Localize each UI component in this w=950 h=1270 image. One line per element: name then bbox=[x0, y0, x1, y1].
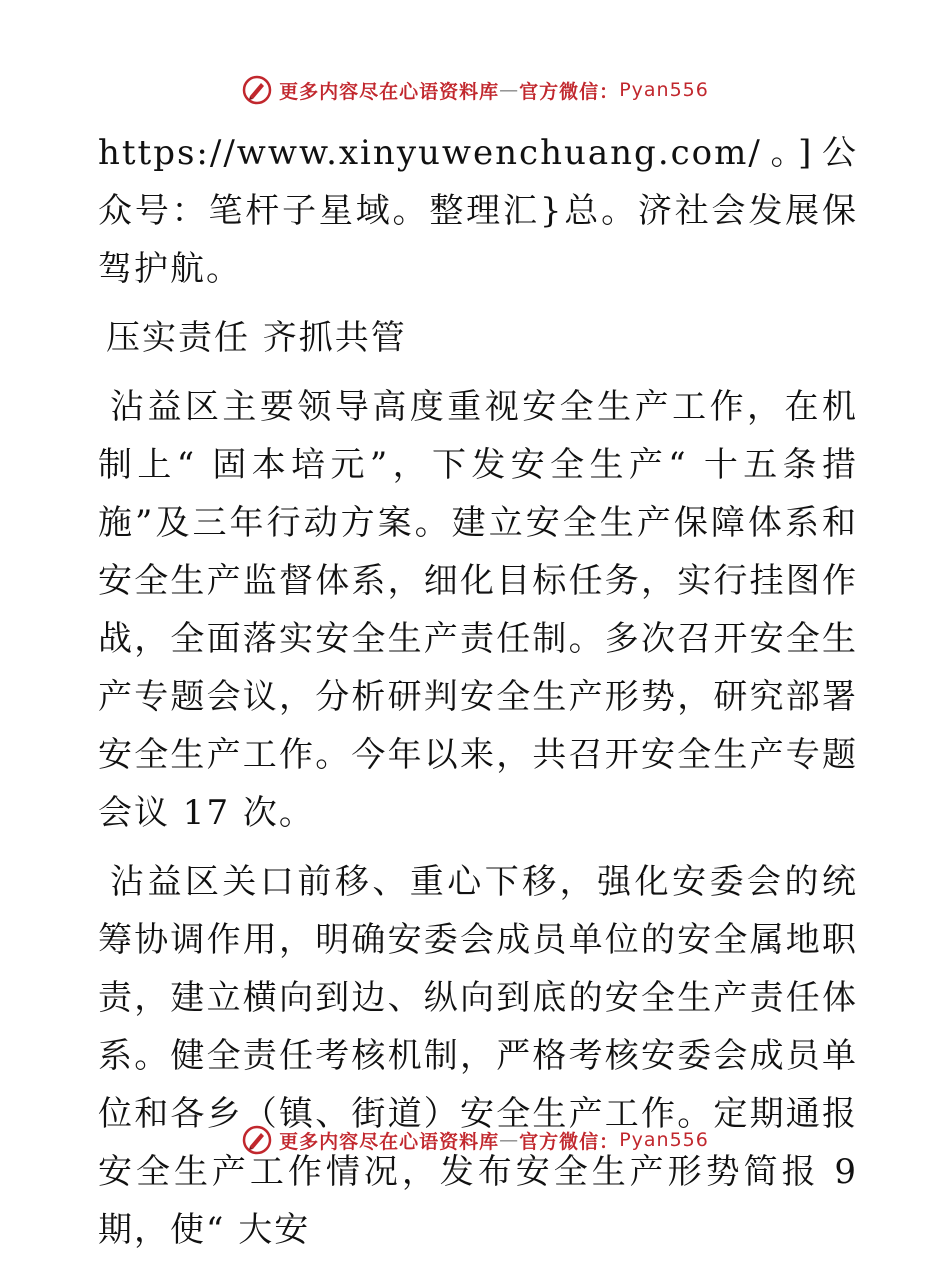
watermark-main-text: 更多内容尽在心语资料库 bbox=[279, 1130, 500, 1153]
paragraph-1: 沾益区主要领导高度重视安全生产工作，在机制上“ 固本培元”，下发安全生产“ 十五条措施”及三年行动方案。建立安全生产保障体系和安全生产监督体系，细化目标任务，实行挂图作战，全面落实安全生产责任制。多次召开安全生产专题会议，分析研判安全生产形势，研究部署安全生产工作。今年以来，共召开安全生产专题会议 17 次。 bbox=[98, 387, 858, 833]
watermark-footer bbox=[0, 1124, 950, 1156]
pen-logo-icon bbox=[241, 1124, 273, 1156]
watermark-wechat-id: Pyan556 bbox=[619, 79, 709, 101]
watermark-separator: — bbox=[499, 79, 520, 101]
watermark-wechat-id: Pyan556 bbox=[619, 1129, 709, 1151]
watermark-wechat-label: 官方微信： bbox=[519, 1130, 620, 1153]
watermark-header bbox=[0, 74, 950, 106]
watermark-wechat-label: 官方微信： bbox=[519, 80, 620, 103]
section-heading: 压实责任 齐抓共管 bbox=[106, 318, 407, 358]
document-body bbox=[98, 124, 858, 1270]
opening-line: https://www.xinyuwenchuang.com/。]公众号：笔杆子星域。整理汇}总。济社会发展保驾护航。 bbox=[98, 133, 858, 289]
paragraph-2: 沾益区关口前移、重心下移，强化安委会的统筹协调作用，明确安委会成员单位的安全属地职责，建立横向到边、纵向到底的安全生产责任体系。健全责任考核机制，严格考核安委会成员单位和各乡（镇、街道）安全生产工作。定期通报安全生产工作情况，发布安全生产形势简报 9期，使“ 大安 bbox=[98, 862, 858, 1250]
watermark-separator: — bbox=[499, 1129, 520, 1151]
pen-logo-icon bbox=[241, 74, 273, 106]
watermark-main-text: 更多内容尽在心语资料库 bbox=[279, 80, 500, 103]
